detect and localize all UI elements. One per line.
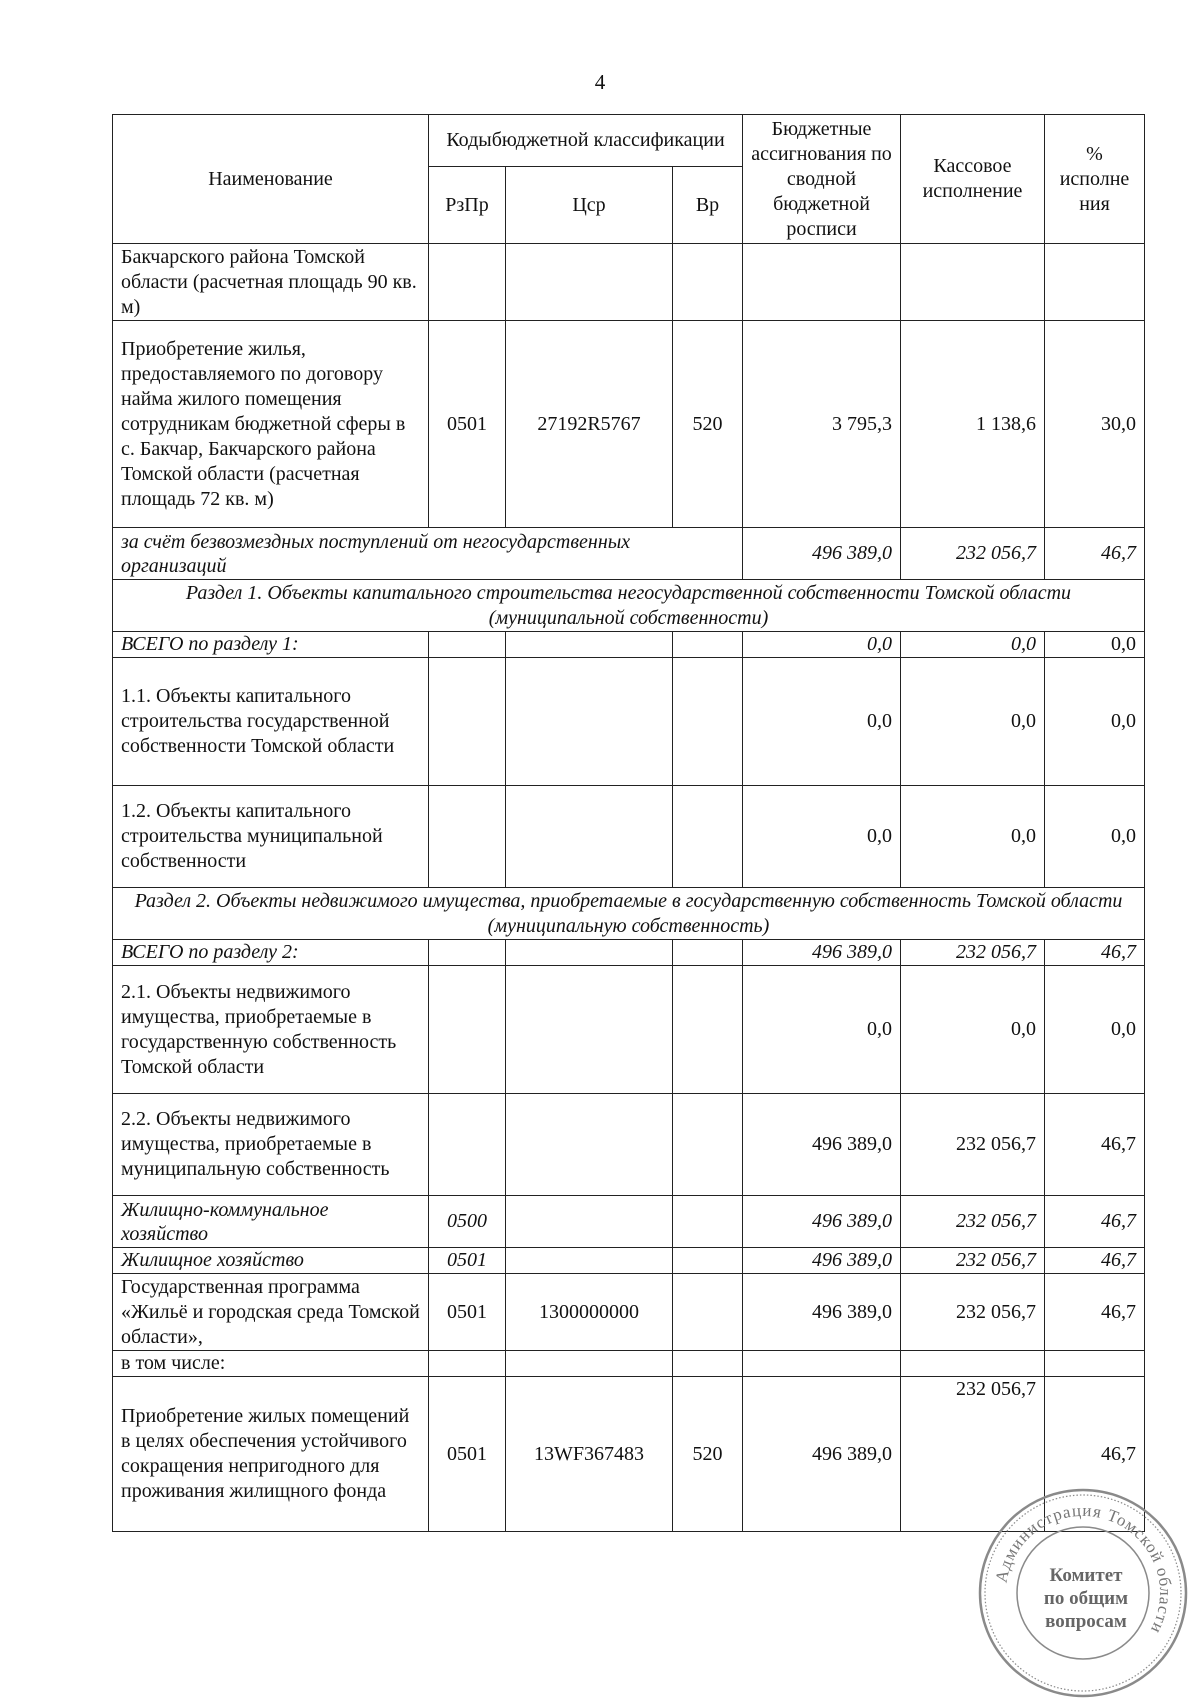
table-row: [113, 966, 1145, 1094]
rzpr-cell: 0501: [429, 1248, 506, 1274]
percent-cell: 46,7: [1045, 1274, 1145, 1351]
row-name: за счёт безвозмездных поступлений от негосударственных организаций: [113, 528, 743, 580]
col-header-percent: % исполне ния: [1045, 115, 1145, 244]
col-header-allocations: Бюджетные ассигнования по сводной бюджетной росписи: [743, 115, 901, 244]
col-header-codes: Кодыбюджетной классификации: [429, 115, 743, 167]
percent-cell: 30,0: [1045, 321, 1145, 528]
cash-cell: 0,0: [901, 632, 1045, 658]
row-name: 2.2. Объекты недвижимого имущества, приобретаемые в муниципальную собственность: [113, 1094, 429, 1196]
cash-cell: 232 056,7: [901, 1094, 1045, 1196]
page-number: 4: [594, 70, 606, 94]
csr-cell: 1300000000: [506, 1274, 673, 1351]
table-row: [113, 1274, 1145, 1351]
allocation-cell: 0,0: [743, 632, 901, 658]
row-name: Жилищно-коммунальное хозяйство: [113, 1196, 429, 1248]
allocation-cell: 496 389,0: [743, 1377, 901, 1532]
row-name: Приобретение жилья, предоставляемого по договору найма жилого помещения сотрудникам бюджетной сферы в с. Бакчар, Бакчарского района Томской области (расчетная площадь 72 кв. м): [113, 321, 429, 528]
cash-cell: 0,0: [901, 786, 1045, 888]
vr-cell: 520: [673, 1377, 743, 1532]
percent-cell: 46,7: [1045, 940, 1145, 966]
section-row: [113, 888, 1145, 940]
rzpr-cell: 0501: [429, 321, 506, 528]
section-row: [113, 580, 1145, 632]
allocation-cell: 0,0: [743, 786, 901, 888]
row-name: в том числе:: [113, 1351, 429, 1377]
cash-cell: 232 056,7: [901, 1377, 1045, 1532]
stamp-ring-text: Администрация Томской области: [991, 1500, 1176, 1638]
table-row: [113, 1094, 1145, 1196]
table-row: [113, 1196, 1145, 1248]
row-name: 1.2. Объекты капитального строительства муниципальной собственности: [113, 786, 429, 888]
allocation-cell: 496 389,0: [743, 1248, 901, 1274]
rzpr-cell: 0501: [429, 1377, 506, 1532]
col-header-vr: Вр: [673, 167, 743, 244]
percent-cell: 0,0: [1045, 966, 1145, 1094]
table-row: [113, 786, 1145, 888]
total-row: [113, 632, 1145, 658]
table-row: [113, 528, 1145, 580]
percent-cell: 0,0: [1045, 658, 1145, 786]
section-title: Раздел 2. Объекты недвижимого имущества, приобретаемые в государственную собственность Томской области (муниципальную собственность): [113, 888, 1145, 940]
row-name: Государственная программа «Жильё и городская среда Томской области»,: [113, 1274, 429, 1351]
percent-cell: 46,7: [1045, 1196, 1145, 1248]
row-name: Приобретение жилых помещений в целях обеспечения устойчивого сокращения непригодного для проживания жилищного фонда: [113, 1377, 429, 1532]
allocation-cell: 496 389,0: [743, 1274, 901, 1351]
table-row: [113, 321, 1145, 528]
percent-cell: 46,7: [1045, 528, 1145, 580]
row-name: 1.1. Объекты капитального строительства государственной собственности Томской области: [113, 658, 429, 786]
official-stamp: [976, 1486, 1190, 1700]
row-name: Бакчарского района Томской области (расчетная площадь 90 кв. м): [113, 244, 429, 321]
cash-cell: 232 056,7: [901, 1248, 1045, 1274]
table-row: [113, 1248, 1145, 1274]
percent-cell: 46,7: [1045, 1248, 1145, 1274]
csr-cell: 13WF367483: [506, 1377, 673, 1532]
percent-cell: 0,0: [1045, 786, 1145, 888]
percent-cell: 46,7: [1045, 1377, 1145, 1532]
stamp-line-1: Комитет: [1049, 1565, 1123, 1586]
col-header-name: Наименование: [113, 115, 429, 244]
allocation-cell: 496 389,0: [743, 940, 901, 966]
rzpr-cell: 0500: [429, 1196, 506, 1248]
row-name: ВСЕГО по разделу 1:: [113, 632, 429, 658]
percent-cell: 46,7: [1045, 1094, 1145, 1196]
cash-cell: 232 056,7: [901, 528, 1045, 580]
section-title: Раздел 1. Объекты капитального строительства негосударственной собственности Томской области (муниципальной собственности): [113, 580, 1145, 632]
row-name: ВСЕГО по разделу 2:: [113, 940, 429, 966]
col-header-cash: Кассовое исполнение: [901, 115, 1045, 244]
csr-cell: 27192R5767: [506, 321, 673, 528]
allocation-cell: 496 389,0: [743, 528, 901, 580]
cash-cell: 1 138,6: [901, 321, 1045, 528]
allocation-cell: 3 795,3: [743, 321, 901, 528]
table-row: [113, 658, 1145, 786]
col-header-csr: Цср: [506, 167, 673, 244]
cash-cell: 232 056,7: [901, 940, 1045, 966]
percent-cell: 0,0: [1045, 632, 1145, 658]
allocation-cell: 496 389,0: [743, 1094, 901, 1196]
cash-cell: 232 056,7: [901, 1196, 1045, 1248]
row-name: 2.1. Объекты недвижимого имущества, приобретаемые в государственную собственность Томской области: [113, 966, 429, 1094]
row-name: Жилищное хозяйство: [113, 1248, 429, 1274]
table-row: [113, 1351, 1145, 1377]
allocation-cell: 496 389,0: [743, 1196, 901, 1248]
stamp-line-2: по общим: [1043, 1588, 1129, 1609]
cash-cell: 0,0: [901, 658, 1045, 786]
rzpr-cell: 0501: [429, 1274, 506, 1351]
cash-cell: 0,0: [901, 966, 1045, 1094]
allocation-cell: 0,0: [743, 966, 901, 1094]
total-row: [113, 940, 1145, 966]
stamp-line-3: вопросам: [1045, 1611, 1127, 1632]
table-row: [113, 244, 1145, 321]
allocation-cell: 0,0: [743, 658, 901, 786]
vr-cell: 520: [673, 321, 743, 528]
col-header-rzpr: РзПр: [429, 167, 506, 244]
cash-cell: 232 056,7: [901, 1274, 1045, 1351]
budget-table: [112, 114, 1145, 1532]
